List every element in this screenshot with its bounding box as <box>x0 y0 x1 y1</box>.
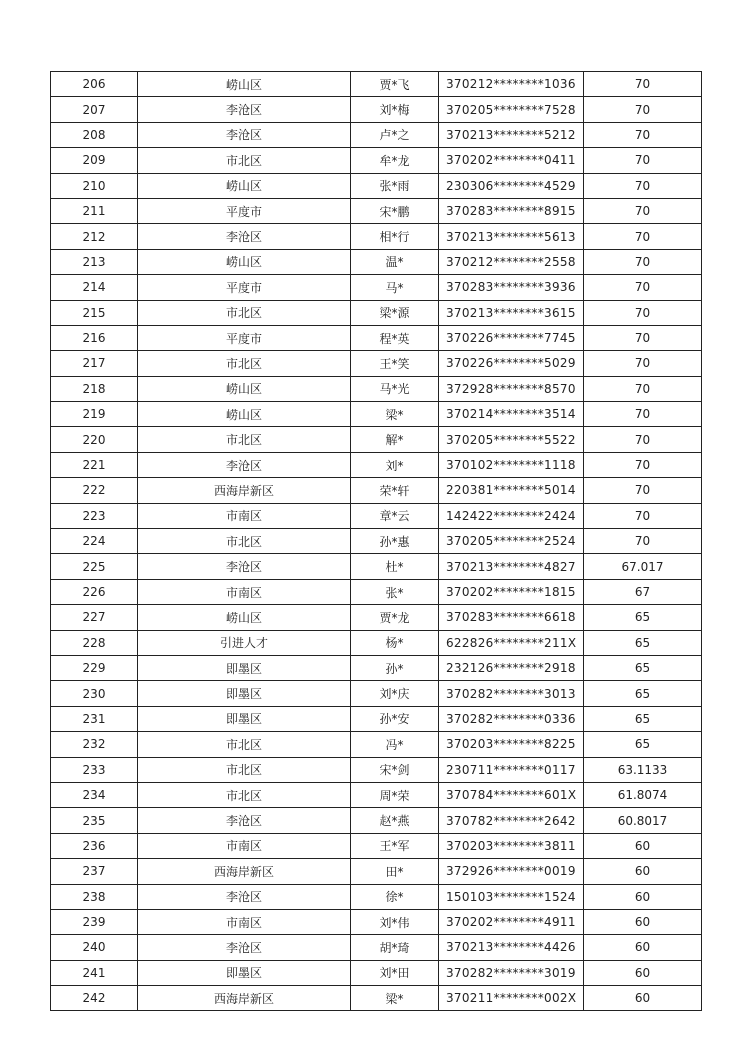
district-cell: 崂山区 <box>138 605 351 630</box>
district-cell: 李沧区 <box>138 122 351 147</box>
score-cell: 65 <box>584 706 702 731</box>
district-cell: 崂山区 <box>138 249 351 274</box>
id-number-cell: 370784********601X <box>439 782 584 807</box>
name-cell: 程*英 <box>351 325 439 350</box>
district-cell: 李沧区 <box>138 452 351 477</box>
name-cell: 贾*龙 <box>351 605 439 630</box>
table-row <box>51 478 702 503</box>
id-number-cell: 370282********3019 <box>439 960 584 985</box>
table-row <box>51 72 702 97</box>
row-number-cell: 233 <box>51 757 138 782</box>
row-number-cell: 240 <box>51 935 138 960</box>
row-number-cell: 218 <box>51 376 138 401</box>
name-cell: 刘*田 <box>351 960 439 985</box>
score-cell: 65 <box>584 732 702 757</box>
row-number-cell: 224 <box>51 529 138 554</box>
row-number-cell: 207 <box>51 97 138 122</box>
table-row <box>51 630 702 655</box>
district-cell: 市北区 <box>138 529 351 554</box>
district-cell: 即墨区 <box>138 706 351 731</box>
row-number-cell: 209 <box>51 148 138 173</box>
name-cell: 解* <box>351 427 439 452</box>
table-row <box>51 198 702 223</box>
table-row <box>51 148 702 173</box>
id-number-cell: 372926********0019 <box>439 859 584 884</box>
score-cell: 60 <box>584 884 702 909</box>
name-cell: 卢*之 <box>351 122 439 147</box>
district-cell: 即墨区 <box>138 681 351 706</box>
name-cell: 宋*剑 <box>351 757 439 782</box>
row-number-cell: 214 <box>51 275 138 300</box>
id-number-cell: 370202********0411 <box>439 148 584 173</box>
row-number-cell: 229 <box>51 655 138 680</box>
score-cell: 70 <box>584 376 702 401</box>
district-cell: 市南区 <box>138 579 351 604</box>
id-number-cell: 370205********2524 <box>439 529 584 554</box>
table-row <box>51 249 702 274</box>
id-number-cell: 370212********1036 <box>439 72 584 97</box>
row-number-cell: 236 <box>51 833 138 858</box>
score-cell: 60 <box>584 935 702 960</box>
table-row <box>51 173 702 198</box>
row-number-cell: 242 <box>51 986 138 1011</box>
row-number-cell: 228 <box>51 630 138 655</box>
id-number-cell: 370211********002X <box>439 986 584 1011</box>
id-number-cell: 370203********8225 <box>439 732 584 757</box>
table-row <box>51 97 702 122</box>
name-cell: 张* <box>351 579 439 604</box>
table-row <box>51 529 702 554</box>
score-cell: 61.8074 <box>584 782 702 807</box>
id-number-cell: 370102********1118 <box>439 452 584 477</box>
document-page <box>50 71 702 1011</box>
id-number-cell: 372928********8570 <box>439 376 584 401</box>
score-cell: 70 <box>584 97 702 122</box>
table-row <box>51 732 702 757</box>
name-cell: 刘*庆 <box>351 681 439 706</box>
name-cell: 章*云 <box>351 503 439 528</box>
district-cell: 李沧区 <box>138 935 351 960</box>
table-row <box>51 579 702 604</box>
row-number-cell: 220 <box>51 427 138 452</box>
table-row <box>51 503 702 528</box>
score-cell: 70 <box>584 529 702 554</box>
district-cell: 市北区 <box>138 300 351 325</box>
district-cell: 李沧区 <box>138 884 351 909</box>
table-row <box>51 681 702 706</box>
name-cell: 梁* <box>351 986 439 1011</box>
district-cell: 市北区 <box>138 148 351 173</box>
name-cell: 宋*鹏 <box>351 198 439 223</box>
id-number-cell: 370226********5029 <box>439 351 584 376</box>
name-cell: 温* <box>351 249 439 274</box>
row-number-cell: 232 <box>51 732 138 757</box>
id-number-cell: 370212********2558 <box>439 249 584 274</box>
row-number-cell: 208 <box>51 122 138 147</box>
score-cell: 70 <box>584 478 702 503</box>
table-row <box>51 655 702 680</box>
table-row <box>51 376 702 401</box>
name-cell: 徐* <box>351 884 439 909</box>
row-number-cell: 216 <box>51 325 138 350</box>
row-number-cell: 227 <box>51 605 138 630</box>
id-number-cell: 370782********2642 <box>439 808 584 833</box>
district-cell: 西海岸新区 <box>138 478 351 503</box>
row-number-cell: 213 <box>51 249 138 274</box>
district-cell: 即墨区 <box>138 655 351 680</box>
roster-table-body <box>51 72 702 1011</box>
roster-table <box>50 71 702 1011</box>
id-number-cell: 370283********3936 <box>439 275 584 300</box>
district-cell: 李沧区 <box>138 224 351 249</box>
score-cell: 70 <box>584 351 702 376</box>
district-cell: 西海岸新区 <box>138 859 351 884</box>
table-row <box>51 402 702 427</box>
table-row <box>51 833 702 858</box>
score-cell: 70 <box>584 173 702 198</box>
name-cell: 马* <box>351 275 439 300</box>
name-cell: 刘* <box>351 452 439 477</box>
table-row <box>51 782 702 807</box>
id-number-cell: 370202********1815 <box>439 579 584 604</box>
name-cell: 孙* <box>351 655 439 680</box>
score-cell: 70 <box>584 325 702 350</box>
name-cell: 相*行 <box>351 224 439 249</box>
id-number-cell: 370213********4426 <box>439 935 584 960</box>
table-row <box>51 300 702 325</box>
score-cell: 60 <box>584 859 702 884</box>
district-cell: 平度市 <box>138 275 351 300</box>
id-number-cell: 370205********7528 <box>439 97 584 122</box>
score-cell: 60.8017 <box>584 808 702 833</box>
id-number-cell: 370282********0336 <box>439 706 584 731</box>
table-row <box>51 122 702 147</box>
row-number-cell: 222 <box>51 478 138 503</box>
district-cell: 平度市 <box>138 325 351 350</box>
table-row <box>51 909 702 934</box>
district-cell: 崂山区 <box>138 72 351 97</box>
row-number-cell: 234 <box>51 782 138 807</box>
row-number-cell: 241 <box>51 960 138 985</box>
name-cell: 贾*飞 <box>351 72 439 97</box>
score-cell: 70 <box>584 275 702 300</box>
row-number-cell: 206 <box>51 72 138 97</box>
name-cell: 杜* <box>351 554 439 579</box>
district-cell: 李沧区 <box>138 554 351 579</box>
row-number-cell: 223 <box>51 503 138 528</box>
score-cell: 60 <box>584 960 702 985</box>
table-row <box>51 427 702 452</box>
table-row <box>51 808 702 833</box>
id-number-cell: 370213********3615 <box>439 300 584 325</box>
row-number-cell: 221 <box>51 452 138 477</box>
id-number-cell: 142422********2424 <box>439 503 584 528</box>
id-number-cell: 220381********5014 <box>439 478 584 503</box>
name-cell: 张*雨 <box>351 173 439 198</box>
district-cell: 李沧区 <box>138 808 351 833</box>
district-cell: 李沧区 <box>138 97 351 122</box>
name-cell: 赵*燕 <box>351 808 439 833</box>
score-cell: 70 <box>584 402 702 427</box>
id-number-cell: 230306********4529 <box>439 173 584 198</box>
score-cell: 70 <box>584 452 702 477</box>
name-cell: 王*笑 <box>351 351 439 376</box>
district-cell: 市北区 <box>138 757 351 782</box>
name-cell: 胡*琦 <box>351 935 439 960</box>
table-row <box>51 859 702 884</box>
row-number-cell: 219 <box>51 402 138 427</box>
table-row <box>51 884 702 909</box>
score-cell: 60 <box>584 986 702 1011</box>
score-cell: 67.017 <box>584 554 702 579</box>
name-cell: 梁* <box>351 402 439 427</box>
row-number-cell: 225 <box>51 554 138 579</box>
score-cell: 70 <box>584 427 702 452</box>
score-cell: 67 <box>584 579 702 604</box>
score-cell: 70 <box>584 148 702 173</box>
row-number-cell: 237 <box>51 859 138 884</box>
score-cell: 63.1133 <box>584 757 702 782</box>
id-number-cell: 370203********3811 <box>439 833 584 858</box>
district-cell: 市北区 <box>138 351 351 376</box>
table-row <box>51 706 702 731</box>
id-number-cell: 370213********5613 <box>439 224 584 249</box>
name-cell: 王*军 <box>351 833 439 858</box>
district-cell: 崂山区 <box>138 376 351 401</box>
id-number-cell: 370283********6618 <box>439 605 584 630</box>
score-cell: 70 <box>584 198 702 223</box>
district-cell: 市北区 <box>138 782 351 807</box>
name-cell: 孙*安 <box>351 706 439 731</box>
row-number-cell: 231 <box>51 706 138 731</box>
name-cell: 牟*龙 <box>351 148 439 173</box>
id-number-cell: 370226********7745 <box>439 325 584 350</box>
id-number-cell: 230711********0117 <box>439 757 584 782</box>
district-cell: 即墨区 <box>138 960 351 985</box>
name-cell: 刘*梅 <box>351 97 439 122</box>
table-row <box>51 935 702 960</box>
district-cell: 崂山区 <box>138 402 351 427</box>
district-cell: 市北区 <box>138 427 351 452</box>
score-cell: 70 <box>584 122 702 147</box>
table-row <box>51 325 702 350</box>
score-cell: 65 <box>584 605 702 630</box>
district-cell: 引进人才 <box>138 630 351 655</box>
row-number-cell: 217 <box>51 351 138 376</box>
name-cell: 荣*轩 <box>351 478 439 503</box>
table-row <box>51 554 702 579</box>
row-number-cell: 235 <box>51 808 138 833</box>
id-number-cell: 370213********5212 <box>439 122 584 147</box>
table-row <box>51 224 702 249</box>
name-cell: 周*荣 <box>351 782 439 807</box>
id-number-cell: 370214********3514 <box>439 402 584 427</box>
id-number-cell: 370202********4911 <box>439 909 584 934</box>
district-cell: 西海岸新区 <box>138 986 351 1011</box>
table-row <box>51 351 702 376</box>
row-number-cell: 238 <box>51 884 138 909</box>
row-number-cell: 210 <box>51 173 138 198</box>
id-number-cell: 622826********211X <box>439 630 584 655</box>
score-cell: 65 <box>584 655 702 680</box>
row-number-cell: 212 <box>51 224 138 249</box>
table-row <box>51 986 702 1011</box>
score-cell: 65 <box>584 681 702 706</box>
row-number-cell: 226 <box>51 579 138 604</box>
score-cell: 60 <box>584 909 702 934</box>
name-cell: 梁*源 <box>351 300 439 325</box>
name-cell: 杨* <box>351 630 439 655</box>
table-row <box>51 960 702 985</box>
score-cell: 70 <box>584 224 702 249</box>
district-cell: 市南区 <box>138 909 351 934</box>
district-cell: 平度市 <box>138 198 351 223</box>
score-cell: 60 <box>584 833 702 858</box>
table-row <box>51 757 702 782</box>
district-cell: 市南区 <box>138 833 351 858</box>
id-number-cell: 232126********2918 <box>439 655 584 680</box>
row-number-cell: 230 <box>51 681 138 706</box>
district-cell: 崂山区 <box>138 173 351 198</box>
name-cell: 马*光 <box>351 376 439 401</box>
district-cell: 市北区 <box>138 732 351 757</box>
name-cell: 田* <box>351 859 439 884</box>
score-cell: 70 <box>584 249 702 274</box>
district-cell: 市南区 <box>138 503 351 528</box>
id-number-cell: 370213********4827 <box>439 554 584 579</box>
id-number-cell: 150103********1524 <box>439 884 584 909</box>
id-number-cell: 370283********8915 <box>439 198 584 223</box>
name-cell: 刘*伟 <box>351 909 439 934</box>
score-cell: 70 <box>584 503 702 528</box>
score-cell: 70 <box>584 72 702 97</box>
row-number-cell: 215 <box>51 300 138 325</box>
id-number-cell: 370282********3013 <box>439 681 584 706</box>
name-cell: 孙*惠 <box>351 529 439 554</box>
table-row <box>51 452 702 477</box>
name-cell: 冯* <box>351 732 439 757</box>
id-number-cell: 370205********5522 <box>439 427 584 452</box>
row-number-cell: 239 <box>51 909 138 934</box>
score-cell: 65 <box>584 630 702 655</box>
table-row <box>51 275 702 300</box>
row-number-cell: 211 <box>51 198 138 223</box>
score-cell: 70 <box>584 300 702 325</box>
table-row <box>51 605 702 630</box>
